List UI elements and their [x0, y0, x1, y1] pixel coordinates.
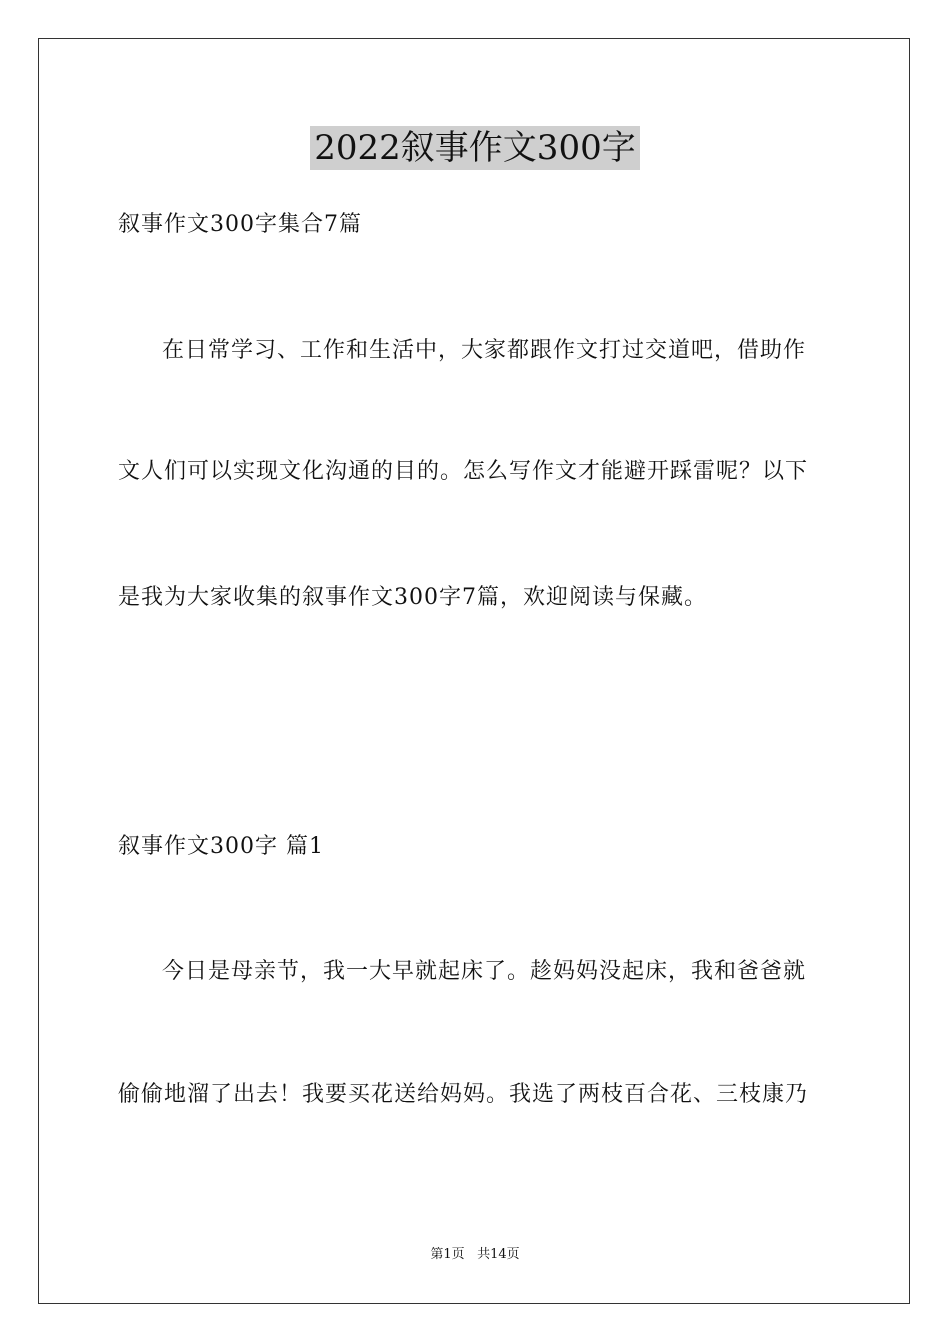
intro-line-3: 是我为大家收集的叙事作文300字7篇，欢迎阅读与保藏。	[118, 585, 707, 610]
page-footer	[0, 1246, 950, 1264]
total-pages: 共14页	[477, 1247, 520, 1262]
intro-line-2: 文人们可以实现文化沟通的目的。怎么写作文才能避开踩雷呢？以下	[118, 459, 809, 484]
title-container	[0, 126, 950, 170]
section-line-2: 偷偷地溜了出去！我要买花送给妈妈。我选了两枝百合花、三枝康乃	[118, 1082, 809, 1107]
intro-line-1: 在日常学习、工作和生活中，大家都跟作文打过交道吧，借助作	[162, 338, 807, 363]
document-subtitle: 叙事作文300字集合7篇	[118, 212, 362, 237]
section-line-1: 今日是母亲节，我一大早就起床了。趁妈妈没起床，我和爸爸就	[162, 959, 807, 984]
section-heading: 叙事作文300字 篇1	[118, 834, 324, 859]
page-number: 第1页	[430, 1247, 465, 1262]
document-title: 2022叙事作文300字	[310, 126, 639, 170]
